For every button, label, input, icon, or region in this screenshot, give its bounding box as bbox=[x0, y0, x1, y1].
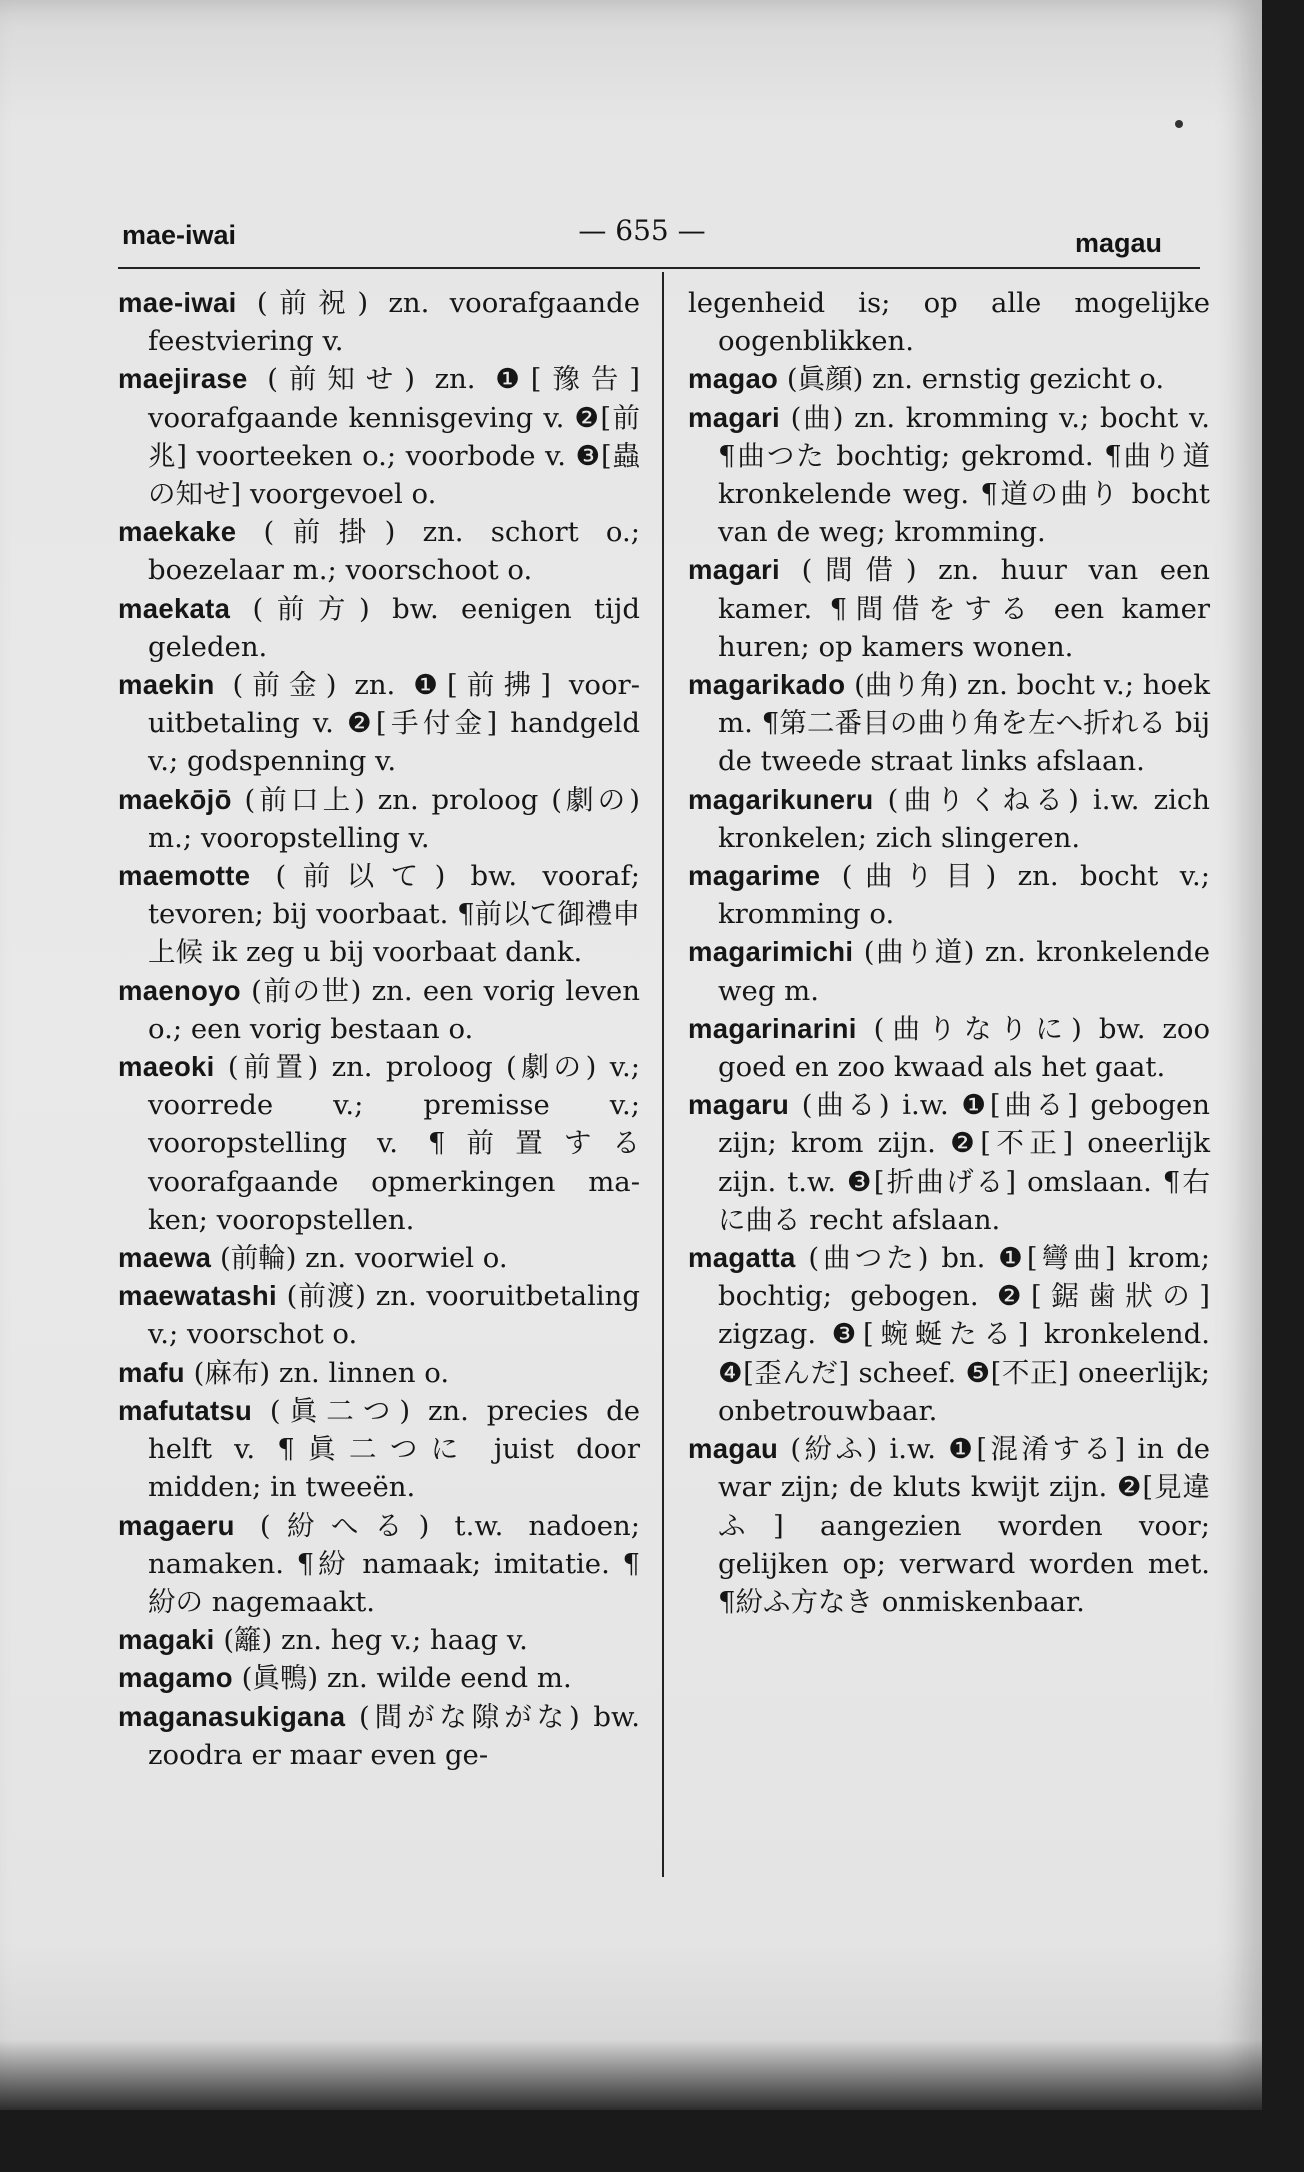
entry-headword: magaki bbox=[118, 1624, 215, 1656]
dictionary-entry bbox=[118, 857, 640, 972]
dictionary-entry bbox=[688, 857, 1210, 933]
entry-headword: magaru bbox=[688, 1089, 790, 1121]
dictionary-entry bbox=[688, 781, 1210, 857]
ink-speck bbox=[1175, 120, 1183, 128]
entry-definition: (前輪) zn. voorwiel o. bbox=[211, 1242, 508, 1275]
entry-headword: mafu bbox=[118, 1356, 185, 1388]
entry-headword: maejirase bbox=[118, 363, 248, 395]
dictionary-entry bbox=[688, 1010, 1210, 1086]
dictionary-entry bbox=[118, 1392, 640, 1507]
dictionary-entry bbox=[118, 972, 640, 1048]
entry-definition: (曲りくねる) i.w. zich kronkelen; zich slingeren. bbox=[718, 783, 1210, 854]
header-rule bbox=[118, 267, 1200, 269]
entry-definition: (曲り目) zn. bocht v.; kromming o. bbox=[718, 860, 1210, 931]
entry-headword: maekata bbox=[118, 592, 231, 624]
left-guide-word: mae-iwai bbox=[122, 220, 237, 250]
column-divider bbox=[662, 272, 664, 1877]
entry-definition: (紛ふ) i.w. ❶[混淆する] in de war zijn; de kluts kwijt zijn. ❷[見違ふ] aangezien worden voor; gelijken op; verward worden met. ¶紛ふ方なき onmiskenbaar. bbox=[718, 1433, 1210, 1618]
entry-definition: (眞鴨) zn. wilde eend m. bbox=[232, 1662, 572, 1695]
entry-headword: maeoki bbox=[118, 1051, 215, 1083]
entry-headword: maemotte bbox=[118, 860, 251, 892]
dictionary-entry bbox=[688, 360, 1210, 398]
dictionary-entry bbox=[118, 666, 640, 781]
dictionary-entry bbox=[688, 1086, 1210, 1239]
entry-headword: magau bbox=[688, 1433, 779, 1465]
entry-definition: (眞顔) zn. ernstig gezicht o. bbox=[778, 363, 1165, 396]
entry-definition: (眞二つ) zn. precies de helft v. ¶眞二つに juist door midden; in tweeën. bbox=[148, 1394, 640, 1504]
dictionary-entry bbox=[688, 399, 1210, 552]
entry-headword: maekōjō bbox=[118, 783, 232, 815]
dictionary-entry bbox=[688, 284, 1210, 360]
entry-definition: (前知せ) zn. ❶[豫告] voorafgaande kennisgeving v. ❷[前兆] voorteeken o.; voorbode v. ❸[蟲の知せ] voorgevoel o. bbox=[148, 363, 640, 511]
entry-definition: (間がな隙がな) bw. zoodra er maar even ge- bbox=[148, 1700, 640, 1771]
entry-headword: mafutatsu bbox=[118, 1394, 253, 1426]
dictionary-entry bbox=[118, 1239, 640, 1277]
dictionary-entry bbox=[688, 551, 1210, 666]
entry-headword: magarime bbox=[688, 860, 821, 892]
entry-headword: mae-iwai bbox=[118, 287, 237, 318]
dictionary-entry bbox=[688, 933, 1210, 1009]
right-column bbox=[688, 284, 1210, 1621]
entry-definition: (前方) bw. eenigen tijd geleden. bbox=[148, 592, 640, 663]
entry-headword: magarikado bbox=[688, 669, 846, 701]
entry-definition: (前口上) zn. proloog (劇の) m.; vooropstelling v. bbox=[148, 783, 640, 854]
entry-headword: maewatashi bbox=[118, 1280, 277, 1312]
entry-definition: (間借) zn. huur van een kamer. ¶間借をする een kamer huren; op kamers wonen. bbox=[718, 554, 1210, 663]
dictionary-entry bbox=[118, 513, 640, 589]
dictionary-entry bbox=[118, 1698, 640, 1774]
dictionary-entry bbox=[118, 1659, 640, 1697]
page-edge-shadow bbox=[0, 2040, 1304, 2172]
entry-definition: (前渡) zn. vooruitbetaling v.; voorschot o. bbox=[148, 1280, 640, 1351]
entry-headword: maewa bbox=[118, 1242, 212, 1274]
dictionary-entry bbox=[688, 1430, 1210, 1621]
entry-headword: maenoyo bbox=[118, 974, 241, 1006]
dictionary-entry bbox=[688, 1239, 1210, 1430]
right-guide-word: magau bbox=[1074, 228, 1162, 258]
entry-definition: (前金) zn. ❶[前拂] vooruitbetaling v. ❷[手付金] handgeld v.; godspenning v. bbox=[148, 669, 640, 778]
dictionary-entry bbox=[118, 1354, 640, 1392]
entry-headword: magaeru bbox=[118, 1509, 235, 1541]
entry-definition: (前の世) zn. een vorig leven o.; een vorig bestaan o. bbox=[148, 974, 640, 1045]
entry-definition: (前掛) zn. schort o.; boezelaar m.; voorschoot o. bbox=[148, 516, 640, 587]
running-head bbox=[122, 214, 1162, 260]
entry-definition: (前以て) bw. vooraf; tevoren; bij voorbaat. ¶前以て御禮申上候 ik zeg u bij voorbaat dank. bbox=[148, 860, 640, 969]
left-column bbox=[118, 284, 640, 1774]
entry-headword: maekake bbox=[118, 516, 237, 548]
entry-definition: (前置) zn. proloog (劇の) v.; voorrede v.; premisse v.; vooropstelling v. ¶前置する voorafgaande opmerkingen maken; vooropstellen. bbox=[148, 1051, 640, 1236]
entry-headword: maganasukigana bbox=[118, 1700, 346, 1732]
entry-headword: magamo bbox=[118, 1662, 233, 1694]
entry-definition: (籬) zn. heg v.; haag v. bbox=[214, 1624, 528, 1657]
entry-definition: (麻布) zn. linnen o. bbox=[184, 1356, 450, 1389]
entry-headword: magarinarini bbox=[688, 1012, 857, 1044]
page-number: — 655 — bbox=[578, 214, 706, 247]
dictionary-entry bbox=[118, 1048, 640, 1239]
entry-definition: (曲る) i.w. ❶[曲る] gebogen zijn; krom zijn. ❷[不正] oneerlijk zijn. t.w. ❸[折曲げる] omslaan. ¶右に曲る recht afslaan. bbox=[718, 1089, 1210, 1236]
dictionary-entry bbox=[118, 1507, 640, 1622]
entry-definition: (曲り角) zn. bocht v.; hoek m. ¶第二番目の曲り角を左へ折れる bij de tweede straat links afslaan. bbox=[718, 669, 1210, 778]
entry-definition: (前祝) zn. voorafgaande feestviering v. bbox=[148, 287, 640, 358]
dictionary-entry bbox=[118, 1621, 640, 1659]
entry-definition: (曲り道) zn. kronkelende weg m. bbox=[718, 936, 1210, 1007]
entry-definition: (曲りなりに) bw. zoo goed en zoo kwaad als het gaat. bbox=[718, 1012, 1210, 1084]
dictionary-entry bbox=[688, 666, 1210, 781]
entry-headword: maekin bbox=[118, 669, 215, 701]
entry-headword: magarimichi bbox=[688, 936, 854, 968]
entry-definition: (紛へる) t.w. nadoen; namaken. ¶紛 namaak; imitatie. ¶紛の nagemaakt. bbox=[148, 1509, 640, 1618]
dictionary-entry bbox=[118, 781, 640, 857]
entry-definition: legenheid is; op alle mogelijke oogenblikken. bbox=[688, 287, 1210, 358]
entry-definition: (曲) zn. kromming v.; bocht v. ¶曲つた bochtig; gekromd. ¶曲り道 kronkelende weg. ¶道の曲り bocht van de weg; kromming. bbox=[718, 401, 1210, 549]
dictionary-entry bbox=[118, 1277, 640, 1353]
entry-headword: magari bbox=[688, 554, 780, 586]
dictionary-entry bbox=[118, 360, 640, 513]
entry-headword: magarikuneru bbox=[688, 783, 874, 815]
entry-definition: (曲つた) bn. ❶[彎曲] krom; bochtig; gebogen. ❷[鋸歯狀の] zigzag. ❸[蜿蜒たる] kronkelend. ❹[歪んだ] scheef. ❺[不正] oneerlijk; onbetrouwbaar. bbox=[718, 1242, 1210, 1427]
entry-headword: magatta bbox=[688, 1242, 796, 1274]
dictionary-entry bbox=[118, 284, 640, 360]
dictionary-entry bbox=[118, 590, 640, 666]
entry-headword: magari bbox=[688, 401, 780, 433]
entry-headword: magao bbox=[688, 363, 779, 395]
